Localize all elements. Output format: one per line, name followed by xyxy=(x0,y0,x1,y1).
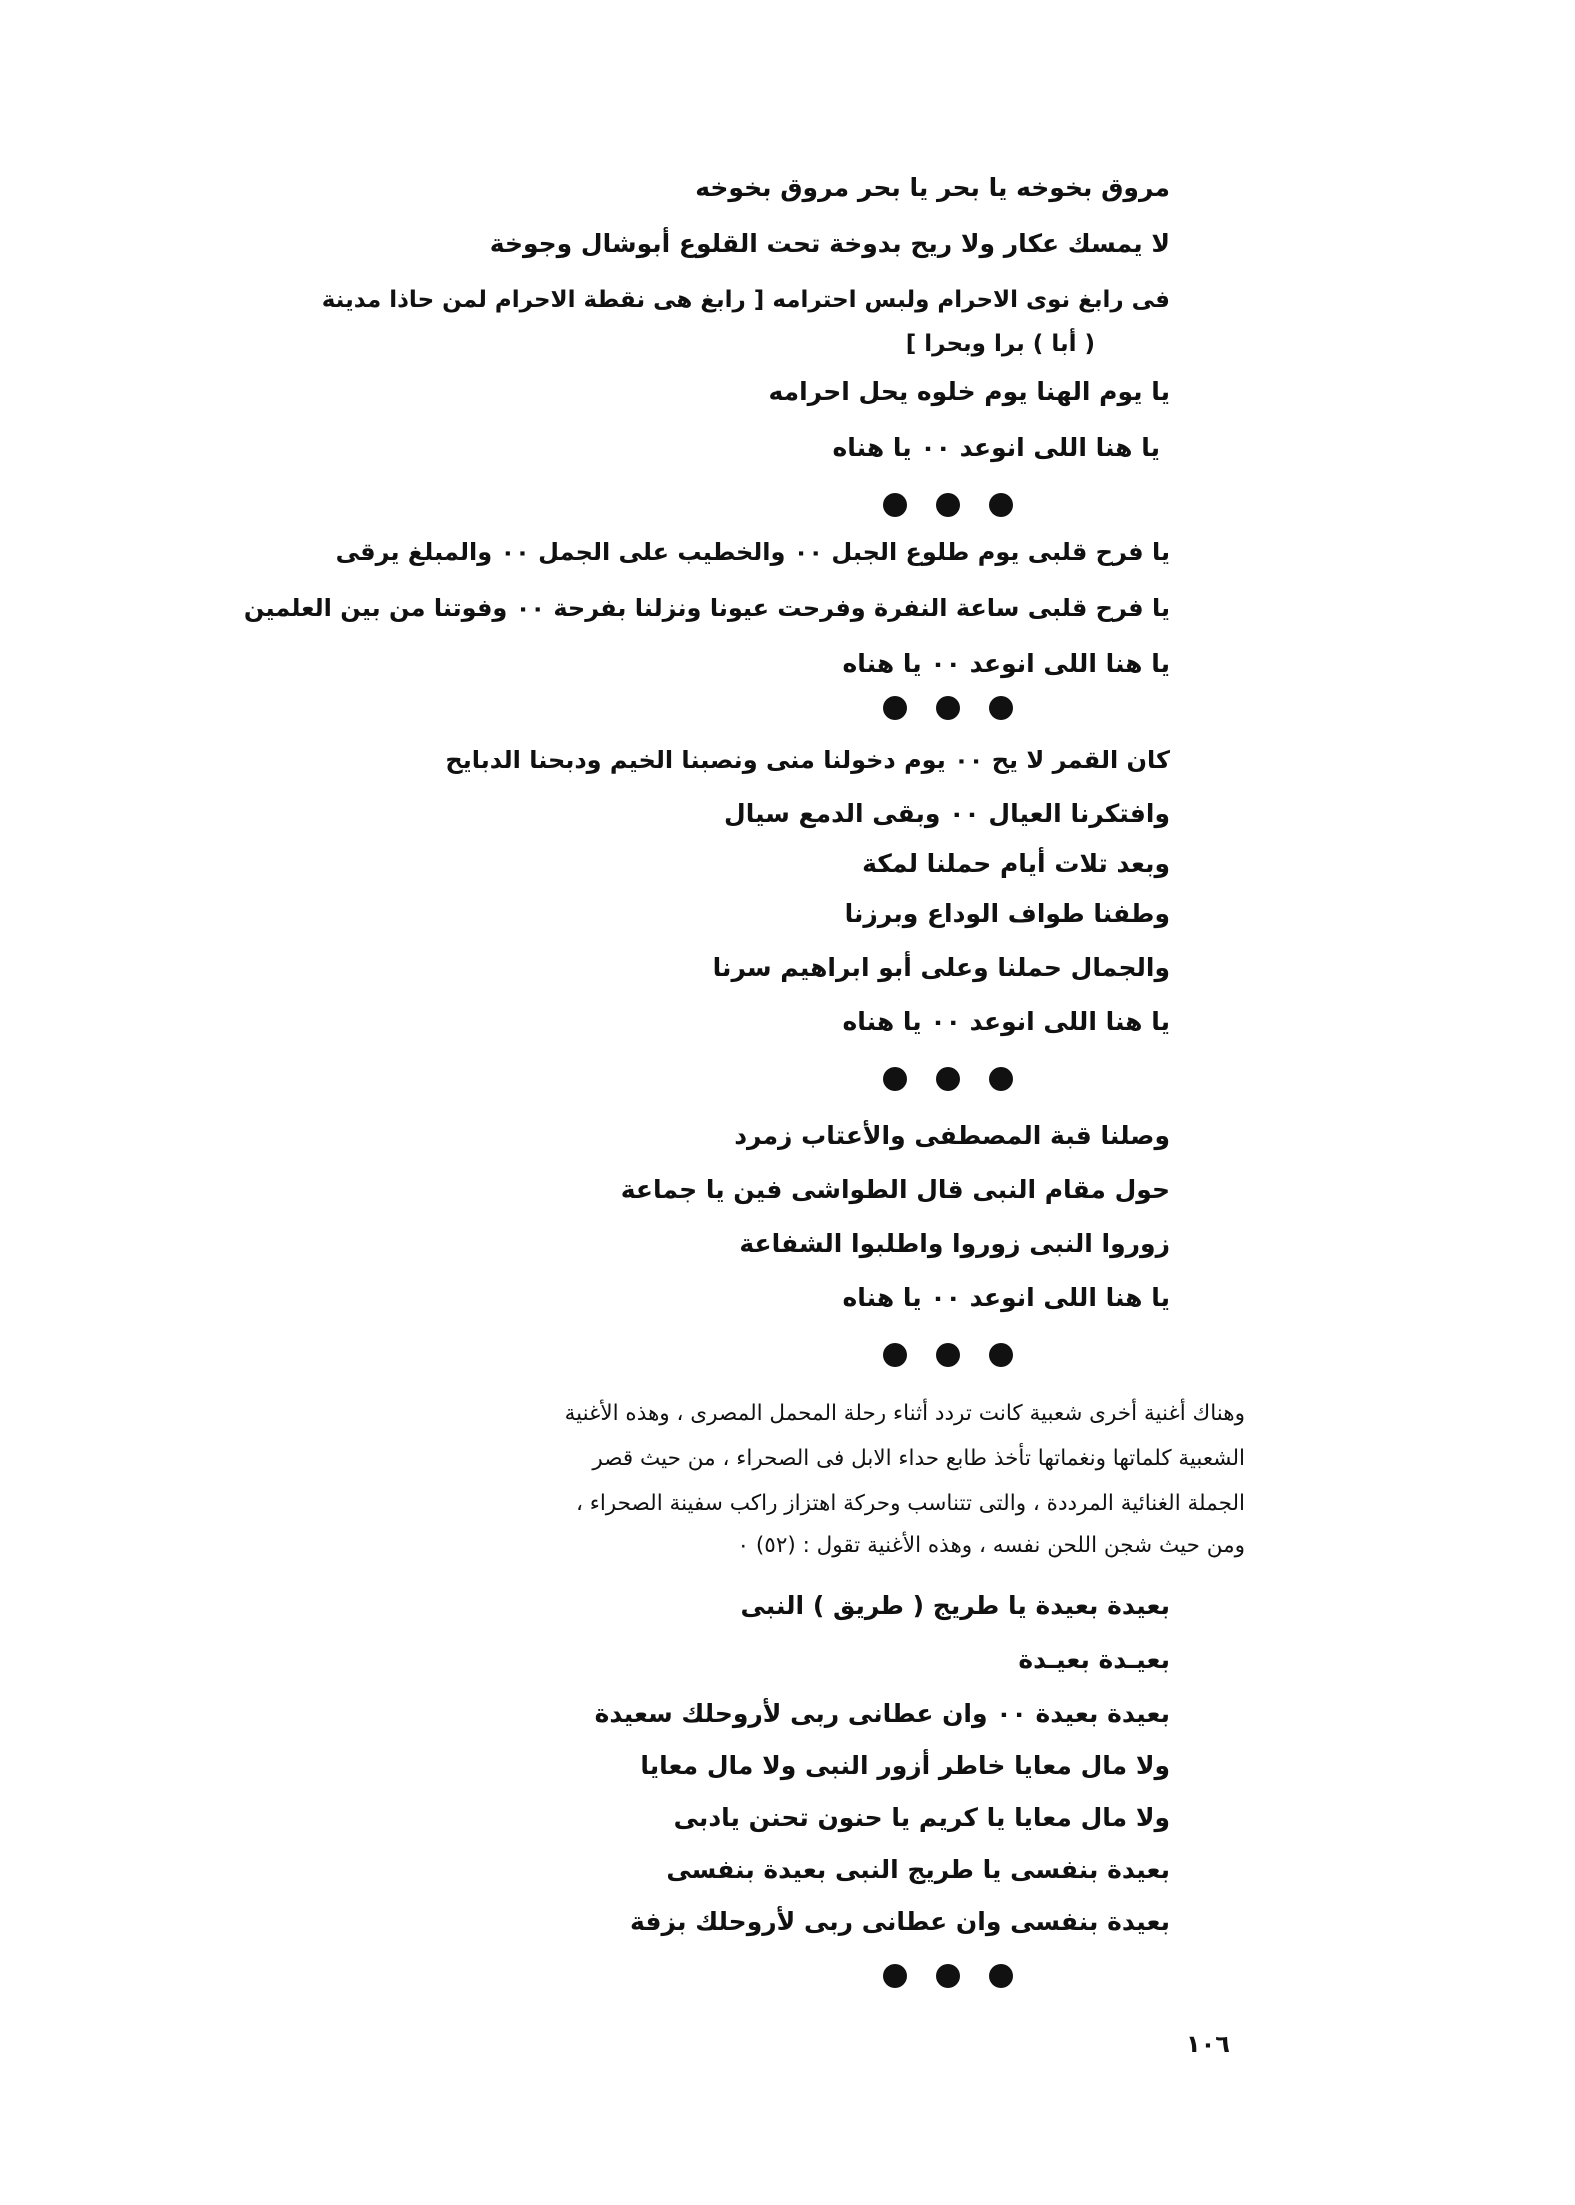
section-separator xyxy=(883,1342,1013,1368)
section-separator xyxy=(883,1066,1013,1092)
verse-line: يا هنا اللى انوعد ٠٠ يا هناه xyxy=(832,433,1160,462)
separator-dot xyxy=(883,493,907,517)
verse-line: بعيدة بعيدة يا طريج ( طريق ) النبى xyxy=(740,1591,1170,1620)
section-separator xyxy=(883,1963,1013,1989)
verse-line: ولا مال معايا خاطر أزور النبى ولا مال معايا xyxy=(640,1751,1170,1780)
verse-line: مروق بخوخه يا بحر يا بحر مروق بخوخه xyxy=(695,173,1170,202)
verse-line: بعيدة بعيدة ٠٠ وان عطانى ربى لأروحلك سعيدة xyxy=(594,1699,1170,1728)
verse-line: فى رابغ نوى الاحرام ولبس احترامه [ رابغ هى نقطة الاحرام لمن حاذا مدينة xyxy=(321,287,1170,313)
verse-line: ( أبا ) برا وبحرا ] xyxy=(905,331,1095,357)
verse-line: وافتكرنا العيال ٠٠ وبقى الدمع سيال xyxy=(724,799,1170,828)
verse-line: حول مقام النبى قال الطواشى فين يا جماعة xyxy=(620,1175,1170,1204)
separator-dot xyxy=(883,1067,907,1091)
separator-dot xyxy=(936,696,960,720)
page-number: ١٠٦ xyxy=(1186,2030,1230,2058)
prose-line: ومن حيث شجن اللحن نفسه ، وهذه الأغنية تقول : (٥٢) ٠ xyxy=(737,1533,1245,1558)
prose-line: وهناك أغنية أخرى شعبية كانت تردد أثناء رحلة المحمل المصرى ، وهذه الأغنية xyxy=(564,1401,1245,1426)
separator-dot xyxy=(989,1343,1013,1367)
verse-line: وبعد تلات أيام حملنا لمكة xyxy=(862,849,1170,878)
separator-dot xyxy=(989,493,1013,517)
verse-line: زوروا النبى زوروا واطلبوا الشفاعة xyxy=(739,1229,1170,1258)
section-separator xyxy=(883,492,1013,518)
verse-line: يا يوم الهنا يوم خلوه يحل احرامه xyxy=(768,377,1170,406)
section-separator xyxy=(883,695,1013,721)
prose-line: الجملة الغنائية المرددة ، والتى تتناسب وحركة اهتزاز راكب سفينة الصحراء ، xyxy=(575,1491,1245,1516)
separator-dot xyxy=(936,1964,960,1988)
verse-line: ولا مال معايا يا كريم يا حنون تحنن يادبى xyxy=(673,1803,1170,1832)
verse-line: بعيدة بنفسى يا طريج النبى بعيدة بنفسى xyxy=(666,1855,1170,1884)
separator-dot xyxy=(936,1343,960,1367)
verse-line: يا هنا اللى انوعد ٠٠ يا هناه xyxy=(842,1007,1170,1036)
verse-line: وصلنا قبة المصطفى والأعتاب زمرد xyxy=(734,1121,1170,1150)
verse-line: بعيـدة بعيـدة xyxy=(1018,1645,1170,1674)
verse-line: بعيدة بنفسى وان عطانى ربى لأروحلك بزفة xyxy=(630,1907,1170,1936)
separator-dot xyxy=(989,1067,1013,1091)
verse-line: والجمال حملنا وعلى أبو ابراهيم سرنا xyxy=(712,953,1170,982)
verse-line: كان القمر لا يح ٠٠ يوم دخولنا منى ونصبنا الخيم ودبحنا الدبايح xyxy=(445,746,1170,774)
separator-dot xyxy=(936,1067,960,1091)
verse-line: يا فرح قلبى يوم طلوع الجبل ٠٠ والخطيب على الجمل ٠٠ والمبلغ يرقى xyxy=(335,538,1170,566)
verse-line: وطفنا طواف الوداع وبرزنا xyxy=(844,899,1170,928)
separator-dot xyxy=(989,696,1013,720)
verse-line: يا هنا اللى انوعد ٠٠ يا هناه xyxy=(842,1283,1170,1312)
verse-line: يا هنا اللى انوعد ٠٠ يا هناه xyxy=(842,649,1170,678)
verse-line: لا يمسك عكار ولا ريح بدوخة تحت القلوع أبوشال وجوخة xyxy=(489,229,1170,258)
verse-line: يا فرح قلبى ساعة النفرة وفرحت عيونا ونزلنا بفرحة ٠٠ وفوتنا من بين العلمين xyxy=(243,594,1170,622)
prose-line: الشعبية كلماتها ونغماتها تأخذ طابع حداء الابل فى الصحراء ، من حيث قصر xyxy=(592,1446,1245,1471)
separator-dot xyxy=(936,493,960,517)
separator-dot xyxy=(883,1964,907,1988)
separator-dot xyxy=(883,696,907,720)
separator-dot xyxy=(989,1964,1013,1988)
separator-dot xyxy=(883,1343,907,1367)
